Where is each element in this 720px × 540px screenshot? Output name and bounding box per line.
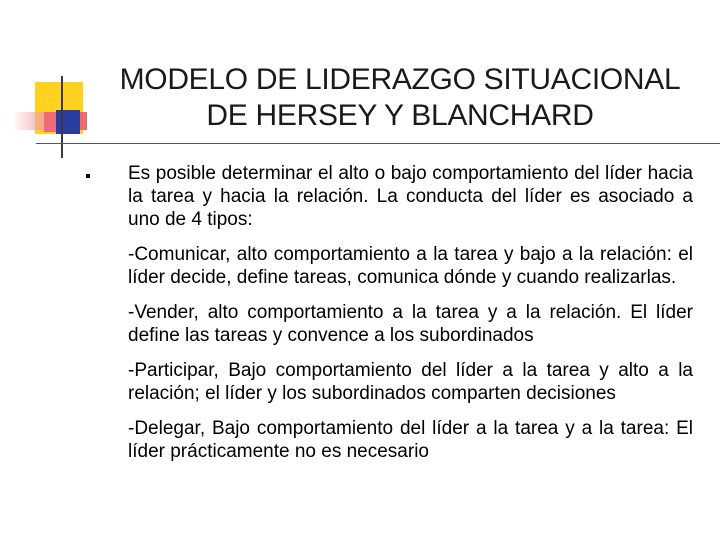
list-item-delegar (128, 417, 693, 463)
slide-content (128, 162, 693, 475)
intro-text: Es posible determinar el alto o bajo comportamiento del líder hacia la tarea y hacia la relación. La conducta del líder es asociado a uno de 4 tipos: (128, 163, 693, 230)
slide-title (100, 62, 700, 134)
list-item-comunicar (128, 243, 693, 289)
title-line-1: MODELO DE LIDERAZGO SITUACIONAL (119, 63, 681, 96)
horizontal-rule (36, 143, 720, 144)
item-lead: -Participar (128, 360, 214, 381)
item-text: , alto comportamiento a la tarea y a la relación. El líder define las tareas y convence a los subordinados (128, 302, 693, 346)
item-text: , Bajo comportamiento del líder a la tarea y a la tarea: El líder prácticamente no es necesario (128, 418, 693, 462)
bullet-icon (86, 174, 90, 178)
item-text: , Bajo comportamiento del líder a la tarea y alto a la relación; el líder y los subordinados comparten decisiones (128, 360, 693, 404)
blue-square (56, 110, 80, 134)
intro-paragraph (128, 162, 693, 231)
item-lead: -Vender (128, 302, 194, 323)
item-lead: -Comunicar (128, 244, 226, 265)
item-text: , alto comportamiento a la tarea y bajo a la relación: el líder decide, define tareas, comunica dónde y cuando realizarlas. (128, 244, 693, 288)
title-line-2: DE HERSEY Y BLANCHARD (206, 99, 594, 132)
list-item-participar (128, 359, 693, 405)
list-item-vender (128, 301, 693, 347)
vertical-rule (61, 76, 63, 158)
item-lead: -Delegar (128, 418, 200, 439)
